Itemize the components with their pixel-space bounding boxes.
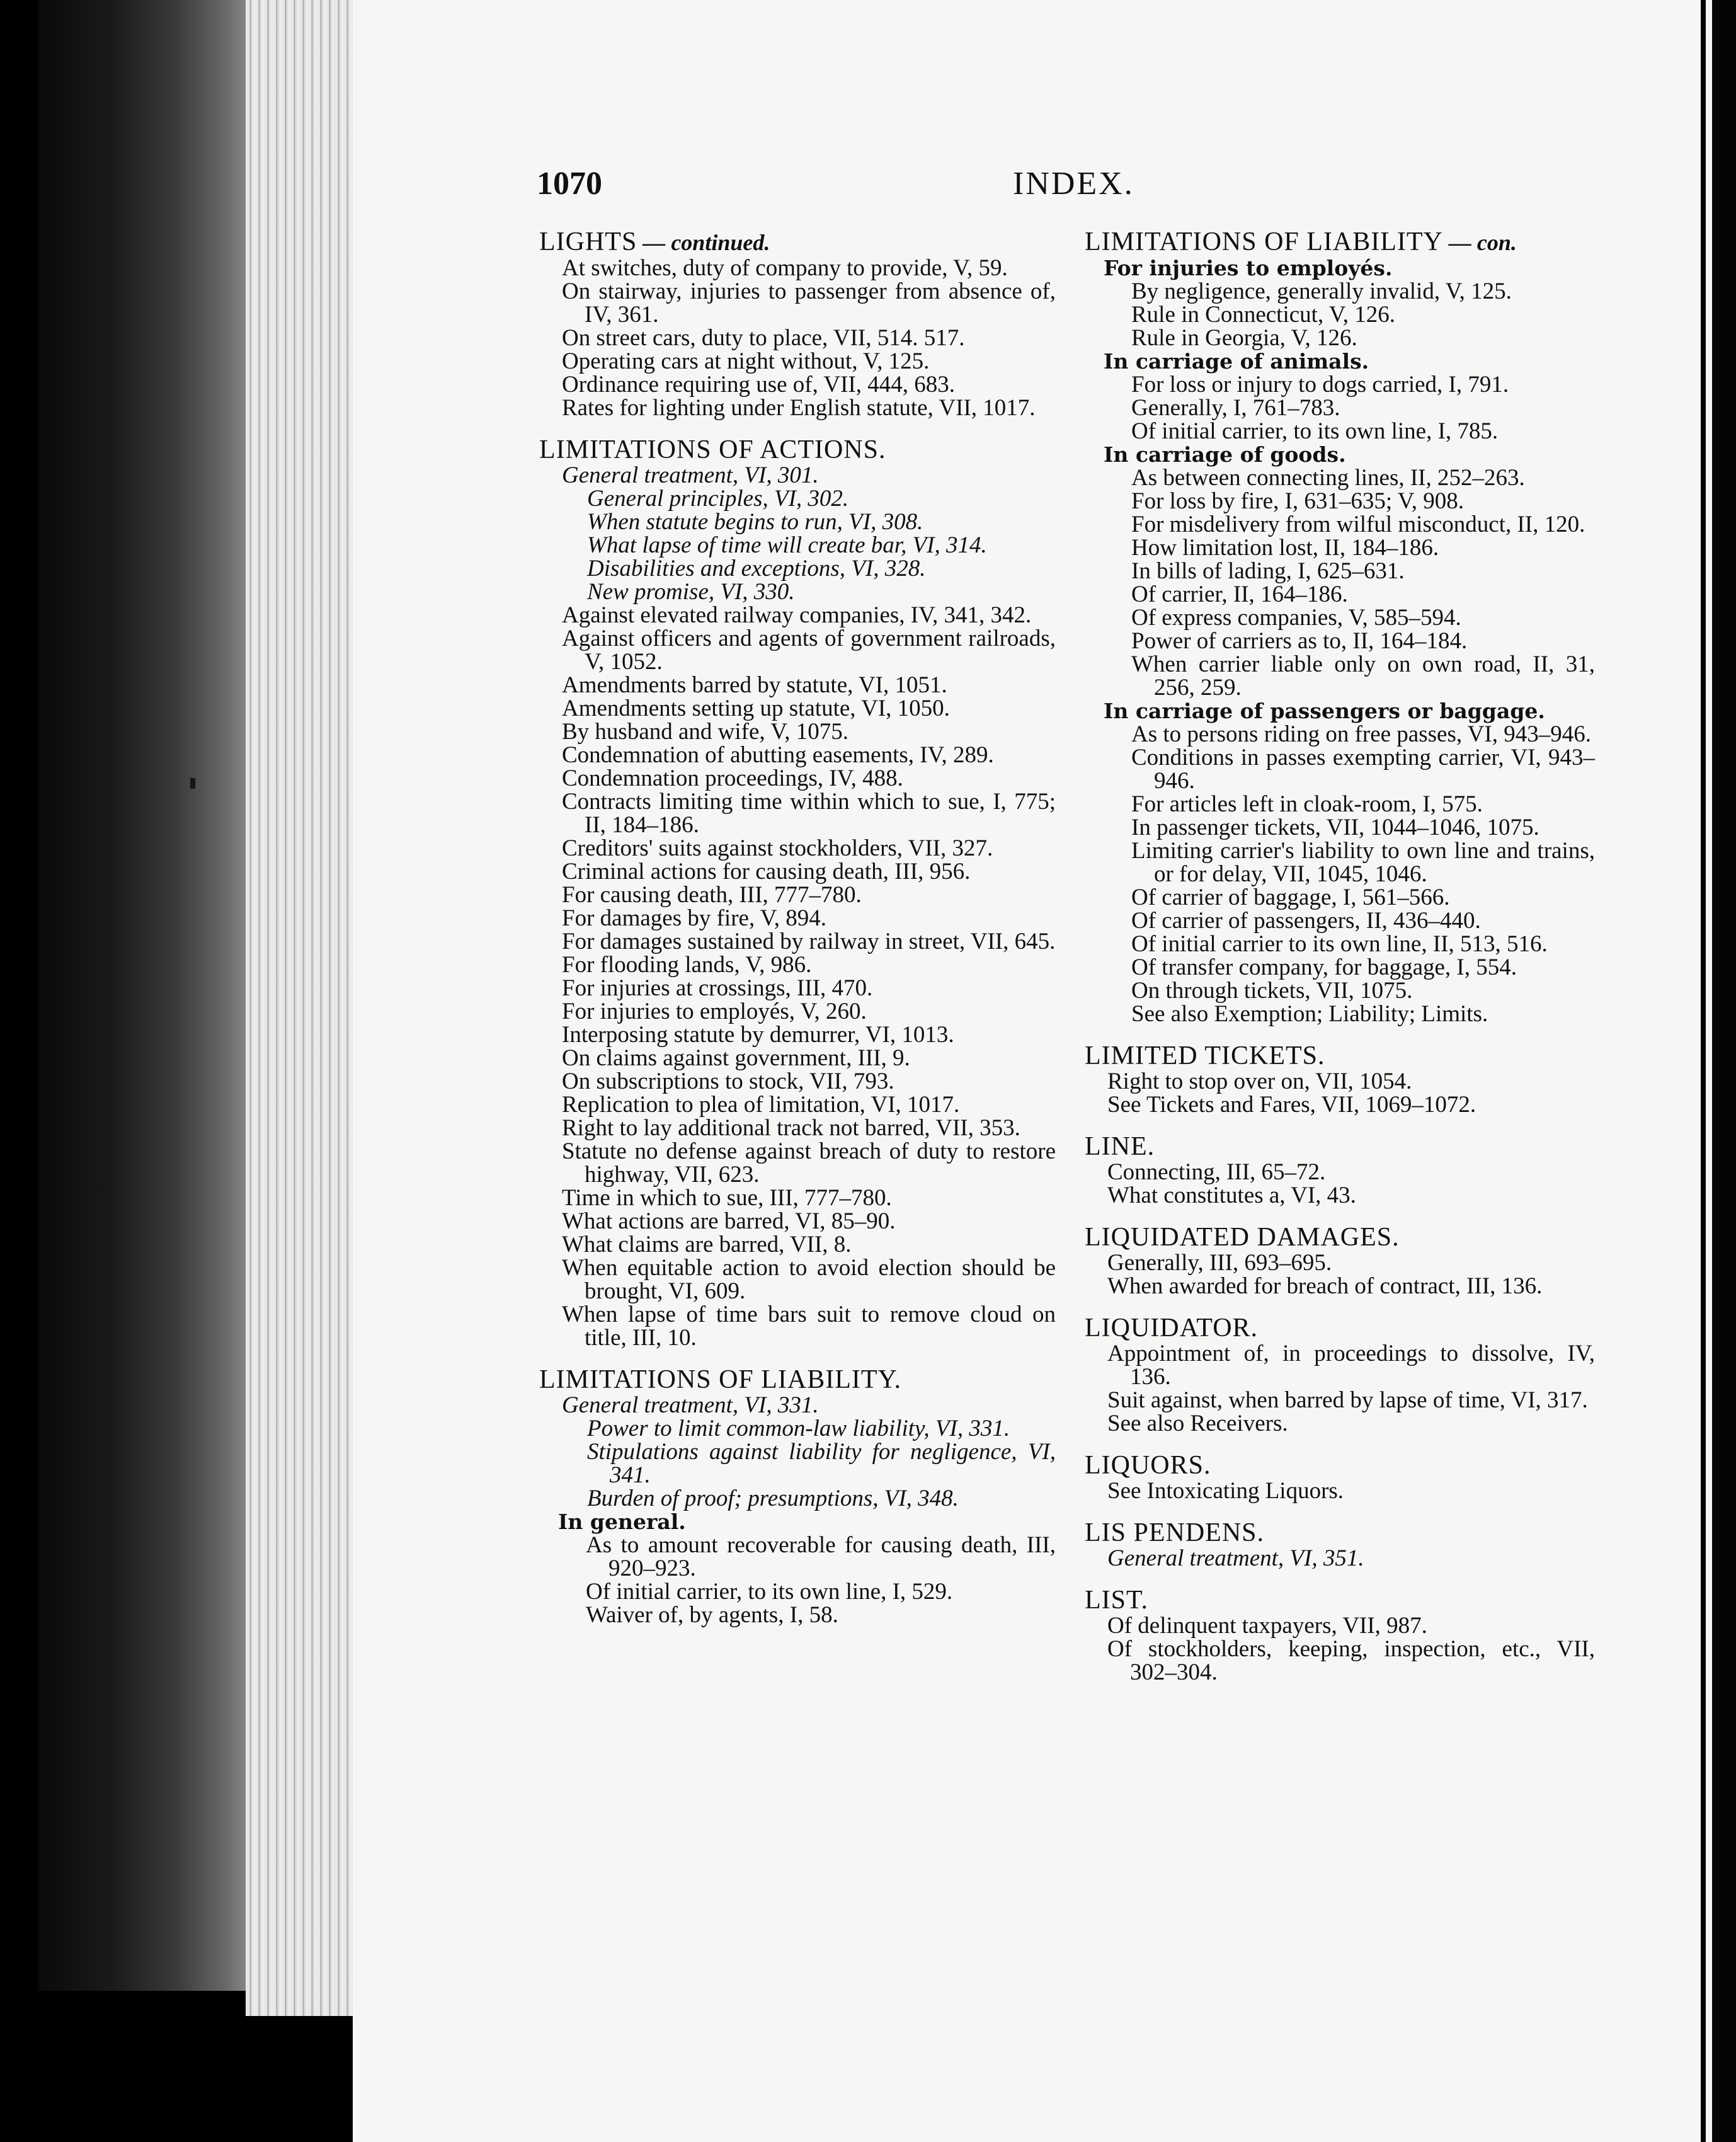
index-entry: See Tickets and Fares, VII, 1069–1072.: [1107, 1092, 1476, 1118]
index-heading-text: LIMITATIONS OF ACTIONS.: [539, 435, 886, 464]
index-heading-text: LIGHTS: [539, 227, 637, 256]
index-entry: New promise, VI, 330.: [587, 579, 795, 605]
index-entry: In passenger tickets, VII, 1044–1046, 1075.: [1131, 815, 1539, 840]
index-entry: See also Receivers.: [1107, 1411, 1288, 1436]
scan-speck: ◦: [94, 1178, 105, 1199]
index-entry: Ordinance requiring use of, VII, 444, 683.: [562, 372, 956, 398]
index-entry: For injuries to employés, V, 260.: [562, 999, 867, 1024]
index-entry: Operating cars at night without, V, 125.: [562, 348, 930, 374]
index-heading-text: LIS PENDENS.: [1085, 1518, 1265, 1547]
page-stack-edges: [246, 0, 359, 2016]
index-entry: Interposing statute by demurrer, VI, 1013.: [562, 1022, 954, 1048]
index-entry: For causing death, III, 777–780.: [562, 882, 862, 908]
index-entry: Of initial carrier, to its own line, I, 785.: [1131, 418, 1499, 444]
index-entry: In bills of lading, I, 625–631.: [1131, 558, 1405, 584]
index-heading-text: LIQUIDATOR.: [1085, 1314, 1259, 1343]
index-entry: On through tickets, VII, 1075.: [1131, 978, 1413, 1004]
index-entry: Contracts limiting time within which to sue, I, 775; II, 184–186.: [562, 789, 1056, 838]
index-entry: Criminal actions for causing death, III, 956.: [562, 859, 971, 885]
index-entry: Right to lay additional track not barred, VII, 353.: [562, 1115, 1020, 1141]
index-section: For injuries to employés.: [1104, 256, 1393, 280]
continued-label: — con.: [1442, 230, 1517, 255]
index-entry: What constitutes a, VI, 43.: [1107, 1183, 1356, 1208]
scan-speck: ▮: [189, 775, 197, 791]
index-entry: Power of carriers as to, II, 164–184.: [1131, 628, 1468, 654]
index-entry: General treatment, VI, 351.: [1107, 1545, 1364, 1571]
index-entry: Of initial carrier to its own line, II, 513, 516.: [1131, 931, 1548, 957]
index-heading-text: LIQUIDATED DAMAGES.: [1085, 1223, 1400, 1252]
index-heading: [1085, 1519, 1595, 1547]
page-heading: INDEX.: [1013, 166, 1134, 202]
index-heading-text: LIQUORS.: [1085, 1451, 1211, 1480]
index-entry: On subscriptions to stock, VII, 793.: [562, 1068, 894, 1094]
index-entry: For damages by fire, V, 894.: [562, 905, 826, 931]
index-entry: Condemnation proceedings, IV, 488.: [562, 765, 903, 791]
index-heading-text: LIMITATIONS OF LIABILITY: [1085, 227, 1443, 256]
index-entry: Time in which to sue, III, 777–780.: [562, 1185, 892, 1211]
index-entry: Connecting, III, 65–72.: [1107, 1159, 1326, 1185]
index-entry: As between connecting lines, II, 252–263.: [1131, 465, 1525, 491]
index-heading: [1085, 1314, 1595, 1342]
index-entry: Generally, III, 693–695.: [1107, 1250, 1332, 1276]
index-entry: For articles left in cloak-room, I, 575.: [1131, 791, 1483, 817]
index-section: In carriage of goods.: [1104, 442, 1346, 467]
index-entry: At switches, duty of company to provide, V, 59.: [562, 255, 1008, 281]
index-section: In carriage of animals.: [1104, 349, 1369, 374]
index-entry: Suit against, when barred by lapse of time, VI, 317.: [1107, 1387, 1588, 1413]
index-entry: What claims are barred, VII, 8.: [562, 1232, 852, 1257]
index-entry: What actions are barred, VI, 85–90.: [562, 1208, 896, 1234]
index-entry: How limitation lost, II, 184–186.: [1131, 535, 1439, 561]
index-entry: Limiting carrier's liability to own line and trains, or for delay, VII, 1045, 1046.: [1131, 838, 1595, 887]
index-entry: When lapse of time bars suit to remove cloud on title, III, 10.: [562, 1302, 1056, 1351]
index-entry: Against officers and agents of government railroads, V, 1052.: [562, 626, 1056, 675]
index-entry: Creditors' suits against stockholders, VII, 327.: [562, 835, 993, 861]
index-heading: [539, 436, 1056, 464]
index-entry: Generally, I, 761–783.: [1131, 395, 1340, 421]
index-heading: [1085, 1133, 1595, 1160]
index-entry: General treatment, VI, 331.: [562, 1392, 819, 1418]
index-column-left: [539, 228, 1056, 1627]
index-entry: Of carrier, II, 164–186.: [1131, 581, 1348, 607]
index-entry: Power to limit common-law liability, VI, 331.: [587, 1416, 1010, 1441]
index-entry: When equitable action to avoid election should be brought, VI, 609.: [562, 1255, 1056, 1304]
index-entry: Of stockholders, keeping, inspection, etc., VII, 302–304.: [1107, 1636, 1595, 1685]
index-entry: Right to stop over on, VII, 1054.: [1107, 1068, 1412, 1094]
index-entry: For misdelivery from wilful misconduct, II, 120.: [1131, 512, 1585, 537]
index-entry: Of transfer company, for baggage, I, 554.: [1131, 954, 1517, 980]
index-entry: Condemnation of abutting easements, IV, 289.: [562, 742, 994, 768]
index-entry: Rule in Georgia, V, 126.: [1131, 325, 1357, 351]
index-heading: [1085, 1452, 1595, 1479]
index-entry: When awarded for breach of contract, III, 136.: [1107, 1273, 1543, 1299]
index-entry: General principles, VI, 302.: [587, 486, 849, 512]
index-entry: Stipulations against liability for negligence, VI, 341.: [587, 1439, 1056, 1488]
index-entry: Waiver of, by agents, I, 58.: [586, 1602, 838, 1628]
index-heading-text: LINE.: [1085, 1132, 1155, 1161]
index-entry: Amendments setting up statute, VI, 1050.: [562, 696, 950, 721]
index-heading: [1085, 1586, 1595, 1614]
index-heading: [539, 228, 1056, 256]
index-entry: See also Exemption; Liability; Limits.: [1131, 1001, 1488, 1027]
index-heading-text: LIMITATIONS OF LIABILITY.: [539, 1365, 901, 1394]
index-entry: Against elevated railway companies, IV, 341, 342.: [562, 602, 1032, 628]
index-entry: Replication to plea of limitation, VI, 1017.: [562, 1092, 960, 1118]
index-entry: As to amount recoverable for causing death, III, 920–923.: [586, 1532, 1056, 1581]
index-entry: When carrier liable only on own road, II, 31, 256, 259.: [1131, 651, 1595, 701]
index-entry: Rule in Connecticut, V, 126.: [1131, 302, 1395, 328]
index-entry: Amendments barred by statute, VI, 1051.: [562, 672, 947, 698]
index-heading: [1085, 1223, 1595, 1251]
index-entry: For damages sustained by railway in street, VII, 645.: [562, 929, 1056, 954]
index-entry: Of carrier of baggage, I, 561–566.: [1131, 885, 1450, 910]
index-entry: Statute no defense against breach of duty to restore highway, VII, 623.: [562, 1138, 1056, 1188]
index-entry: Of initial carrier, to its own line, I, 529.: [586, 1579, 953, 1605]
index-entry: By negligence, generally invalid, V, 125.: [1131, 278, 1512, 304]
index-heading: [1085, 228, 1595, 256]
index-entry: Appointment of, in proceedings to dissolve, IV, 136.: [1107, 1341, 1595, 1390]
index-entry: Rates for lighting under English statute, VII, 1017.: [562, 395, 1036, 421]
index-entry: On stairway, injuries to passenger from absence of, IV, 361.: [562, 278, 1056, 328]
index-entry: Burden of proof; presumptions, VI, 348.: [587, 1486, 959, 1511]
index-heading: [539, 1366, 1056, 1394]
index-entry: Of express companies, V, 585–594.: [1131, 605, 1461, 631]
index-entry: For flooding lands, V, 986.: [562, 952, 812, 978]
index-entry: What lapse of time will create bar, VI, 314.: [587, 532, 987, 558]
index-entry: For loss or injury to dogs carried, I, 791.: [1131, 372, 1509, 398]
index-entry: General treatment, VI, 301.: [562, 462, 819, 488]
index-entry: Disabilities and exceptions, VI, 328.: [587, 556, 926, 581]
index-column-right: [1085, 228, 1595, 1684]
page-number: 1070: [537, 166, 602, 202]
index-entry: Conditions in passes exempting carrier, VI, 943–946.: [1131, 745, 1595, 794]
index-entry: For loss by fire, I, 631–635; V, 908.: [1131, 488, 1464, 514]
index-heading-text: LIST.: [1085, 1586, 1149, 1615]
index-section: In general.: [558, 1509, 686, 1534]
continued-label: — continued.: [637, 230, 770, 255]
index-heading: [1085, 1042, 1595, 1070]
index-entry: When statute begins to run, VI, 308.: [587, 509, 923, 535]
index-entry: On claims against government, III, 9.: [562, 1045, 910, 1071]
index-entry: Of carrier of passengers, II, 436–440.: [1131, 908, 1481, 934]
index-entry: Of delinquent taxpayers, VII, 987.: [1107, 1613, 1427, 1639]
index-entry: By husband and wife, V, 1075.: [562, 719, 848, 745]
scan-border-line: [1706, 0, 1712, 2142]
index-entry: See Intoxicating Liquors.: [1107, 1478, 1344, 1504]
index-section: In carriage of passengers or baggage.: [1104, 699, 1545, 723]
index-entry: As to persons riding on free passes, VI, 943–946.: [1131, 721, 1591, 747]
index-entry: On street cars, duty to place, VII, 514. 517.: [562, 325, 965, 351]
index-heading-text: LIMITED TICKETS.: [1085, 1041, 1325, 1070]
index-entry: For injuries at crossings, III, 470.: [562, 975, 873, 1001]
